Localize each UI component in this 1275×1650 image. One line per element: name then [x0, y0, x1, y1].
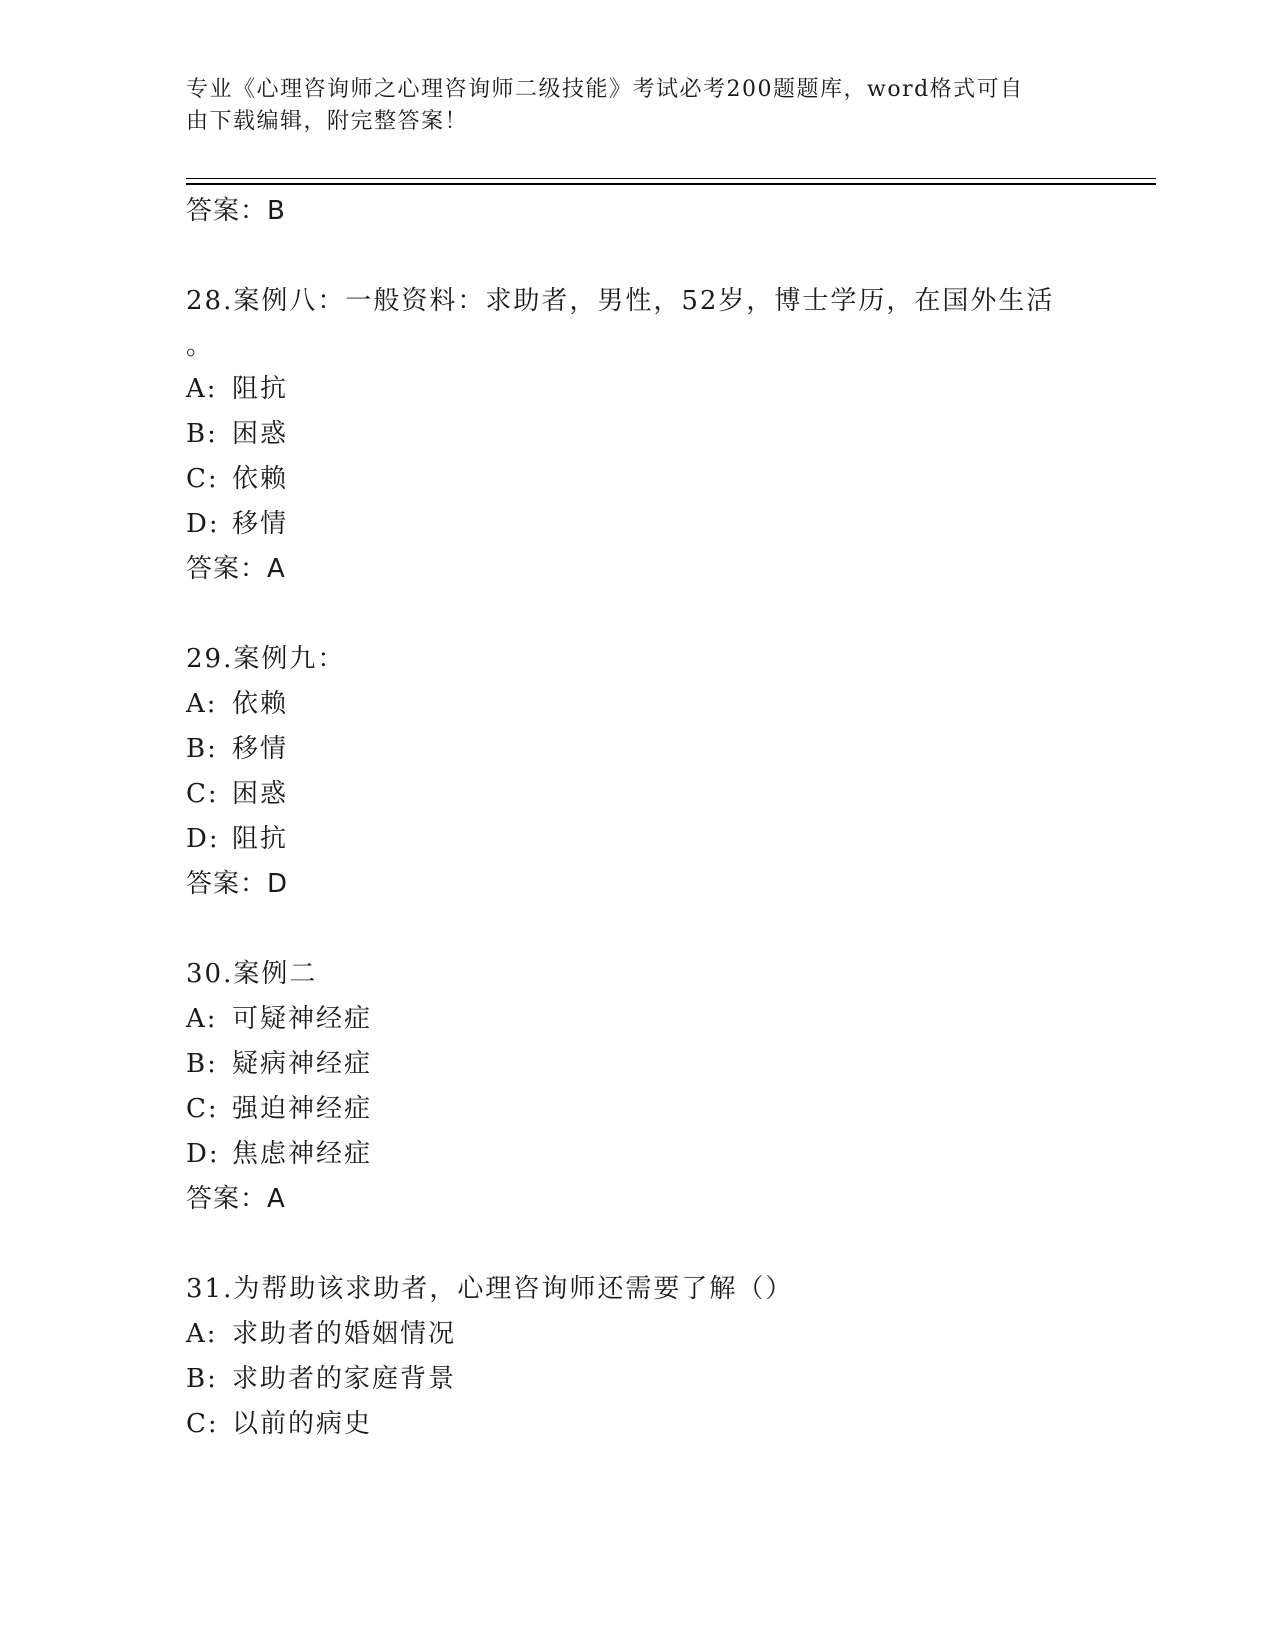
question-29-option-b: [186, 733, 288, 765]
option-key: B:: [186, 419, 218, 449]
question-28-answer: 答案：A: [186, 554, 286, 584]
option-text: 求助者的家庭背景: [232, 1364, 457, 1394]
option-text: 阻抗: [232, 824, 289, 854]
question-31-stem: 31.为帮助该求助者，心理咨询师还需要了解（）: [186, 1274, 794, 1304]
option-text: 以前的病史: [232, 1409, 373, 1439]
header-divider-thin: [186, 178, 1156, 179]
question-31-option-a: [186, 1318, 456, 1350]
question-30-option-d: [186, 1138, 372, 1170]
option-key: B:: [186, 1364, 218, 1394]
option-key: A:: [186, 374, 218, 404]
question-29-stem: 29.案例九：: [186, 644, 346, 674]
option-key: B:: [186, 1049, 218, 1079]
option-text: 困惑: [232, 779, 289, 809]
question-30-option-c: [186, 1093, 372, 1125]
option-text: 困惑: [232, 419, 289, 449]
option-text: 焦虑神经症: [232, 1139, 373, 1169]
option-key: A:: [186, 689, 218, 719]
option-text: 疑病神经症: [232, 1049, 373, 1079]
option-text: 移情: [232, 509, 289, 539]
option-key: B:: [186, 734, 218, 764]
header-line-2: 由下载编辑，附完整答案！: [186, 109, 469, 134]
question-28-stem: 28.案例八：一般资料：求助者，男性，52岁，博士学历，在国外生活: [186, 286, 1055, 316]
option-key: A:: [186, 1004, 218, 1034]
option-key: D:: [186, 1139, 220, 1169]
question-28-option-d: [186, 508, 288, 540]
question-29-option-d: [186, 823, 288, 855]
question-29-answer: 答案：D: [186, 869, 289, 899]
option-key: C:: [186, 464, 219, 494]
question-28-option-b: [186, 418, 288, 450]
option-text: 求助者的婚姻情况: [232, 1319, 457, 1349]
question-29-option-c: [186, 778, 288, 810]
question-28-option-c: [186, 463, 288, 495]
header-divider-thick: [186, 183, 1156, 185]
document-header: [186, 74, 1066, 138]
question-31-option-c: [186, 1408, 372, 1440]
question-30-answer: 答案：A: [186, 1184, 286, 1214]
option-key: A:: [186, 1319, 218, 1349]
question-29-option-a: [186, 688, 288, 720]
option-text: 阻抗: [232, 374, 289, 404]
option-key: D:: [186, 824, 220, 854]
option-text: 依赖: [232, 689, 289, 719]
question-30-option-b: [186, 1048, 372, 1080]
option-key: D:: [186, 509, 220, 539]
option-text: 可疑神经症: [232, 1004, 373, 1034]
option-key: C:: [186, 1409, 219, 1439]
question-31-option-b: [186, 1363, 456, 1395]
option-text: 移情: [232, 734, 289, 764]
option-key: C:: [186, 1094, 219, 1124]
option-text: 强迫神经症: [232, 1094, 373, 1124]
question-28-option-a: [186, 373, 288, 405]
question-28-stem-cont: 。: [186, 331, 215, 361]
option-key: C:: [186, 779, 219, 809]
header-line-1: 专业《心理咨询师之心理咨询师二级技能》考试必考200题题库，word格式可自: [186, 77, 1024, 102]
question-30-stem: 30.案例二: [186, 959, 318, 989]
previous-answer: 答案：B: [186, 196, 286, 226]
question-30-option-a: [186, 1003, 372, 1035]
option-text: 依赖: [232, 464, 289, 494]
